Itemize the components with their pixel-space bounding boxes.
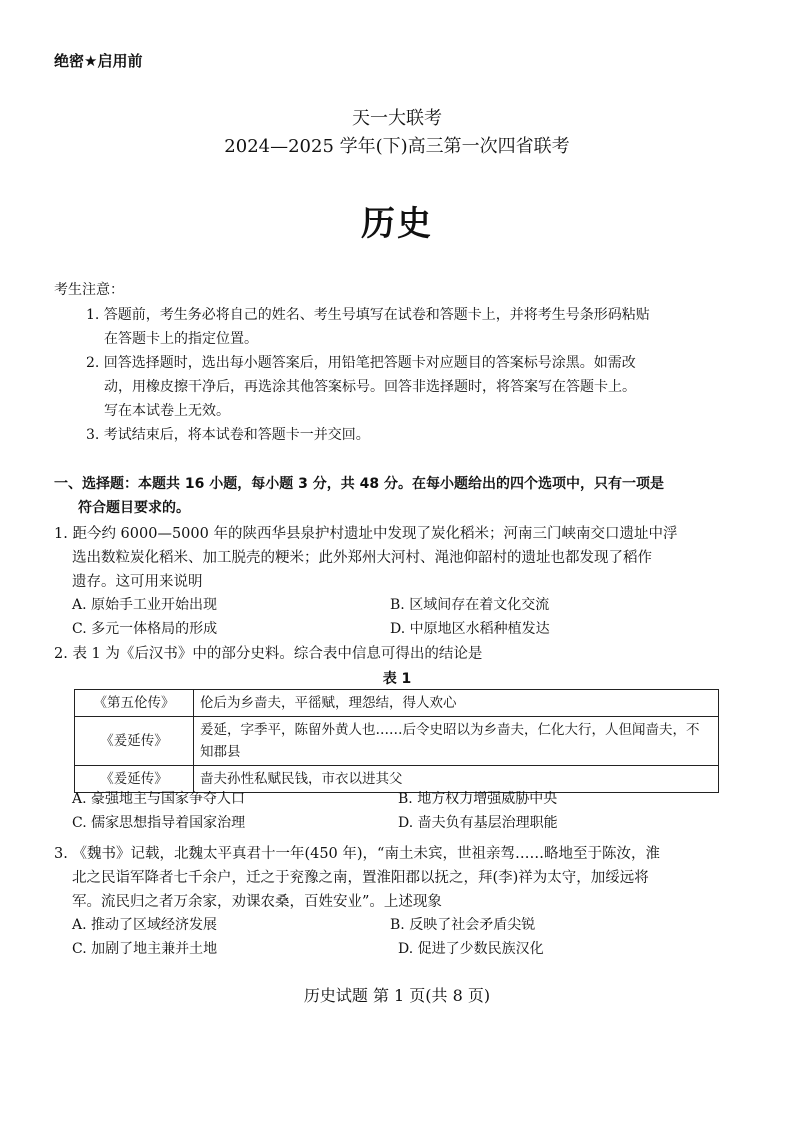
table-caption: 表 1 bbox=[382, 671, 412, 687]
question-1-text: 1. 距今约 6000—5000 年的陕西华县泉护村遗址中发现了炭化稻米；河南三门峡南交口遗址中浮 bbox=[54, 526, 678, 542]
notice-title: 考生注意： bbox=[54, 282, 124, 298]
question-1-option-d: D. 中原地区水稻种植发达 bbox=[390, 621, 550, 637]
organizer-title: 天一大联考 bbox=[352, 108, 442, 129]
notice-line: 写在本试卷上无效。 bbox=[104, 403, 230, 419]
question-2-option-a: A. 豪强地主与国家争夺人口 bbox=[72, 791, 246, 807]
subject-title: 历史 bbox=[361, 204, 433, 244]
question-2-option-c: C. 儒家思想指导着国家治理 bbox=[72, 815, 246, 831]
table-cell-content: 伦后为乡啬夫，平徭赋，理怨结，得人欢心 bbox=[194, 690, 719, 717]
table-cell-source: 《第五伦传》 bbox=[75, 690, 194, 717]
question-1-option-c: C. 多元一体格局的形成 bbox=[72, 621, 218, 637]
question-2-option-b: B. 地方权力增强威胁中央 bbox=[398, 791, 558, 807]
question-2-text: 2. 表 1 为《后汉书》中的部分史料。综合表中信息可得出的结论是 bbox=[54, 646, 483, 662]
question-1-option-b: B. 区域间存在着文化交流 bbox=[390, 597, 550, 613]
notice-line: 1. 答题前，考生务必将自己的姓名、考生号填写在试卷和答题卡上，并将考生号条形码粘贴 bbox=[86, 307, 650, 323]
table-row bbox=[75, 717, 719, 766]
table-cell-content: 爰延，字季平，陈留外黄人也……后令史昭以为乡啬夫，仁化大行，人但闻啬夫，不知郡县 bbox=[194, 717, 719, 766]
table-row bbox=[75, 690, 719, 717]
question-3-option-a: A. 推动了区域经济发展 bbox=[72, 917, 218, 933]
question-2-option-d: D. 啬夫负有基层治理职能 bbox=[398, 815, 558, 831]
section-heading-cont: 符合题目要求的。 bbox=[78, 500, 190, 516]
table-cell-source: 《爰延传》 bbox=[75, 717, 194, 766]
question-3-option-b: B. 反映了社会矛盾尖锐 bbox=[390, 917, 536, 933]
history-source-table bbox=[74, 689, 719, 793]
notice-line: 动，用橡皮擦干净后，再选涂其他答案标号。回答非选择题时，将答案写在答题卡上。 bbox=[104, 379, 636, 395]
notice-line: 2. 回答选择题时，选出每小题答案后，用铅笔把答题卡对应题目的答案标号涂黑。如需改 bbox=[86, 355, 636, 371]
question-1-text: 选出数粒炭化稻米、加工脱壳的粳米；此外郑州大河村、渑池仰韶村的遗址也都发现了稻作 bbox=[72, 550, 652, 566]
question-1-text: 遗存。这可用来说明 bbox=[72, 574, 203, 590]
question-3-text: 北之民诣军降者七千余户，迁之于兖豫之南，置淮阳郡以抚之，拜(李)祥为太守，加绥远将 bbox=[72, 870, 649, 886]
question-3-text: 军。流民归之者万余家，劝课农桑，百姓安业”。上述现象 bbox=[72, 894, 442, 910]
exam-title: 2024—2025 学年(下)高三第一次四省联考 bbox=[224, 136, 570, 157]
question-3-option-c: C. 加剧了地主兼并土地 bbox=[72, 941, 218, 957]
table-cell-content: 啬夫孙性私赋民钱，市衣以进其父 bbox=[194, 766, 719, 793]
notice-line: 在答题卡上的指定位置。 bbox=[104, 331, 258, 347]
confidential-label: 绝密★启用前 bbox=[54, 52, 143, 70]
section-heading: 一、选择题：本题共 16 小题，每小题 3 分，共 48 分。在每小题给出的四个选项中，只有一项是 bbox=[54, 476, 664, 492]
table-cell-source: 《爰延传》 bbox=[75, 766, 194, 793]
notice-line: 3. 考试结束后，将本试卷和答题卡一并交回。 bbox=[86, 427, 370, 443]
question-3-option-d: D. 促进了少数民族汉化 bbox=[398, 941, 544, 957]
question-3-text: 3. 《魏书》记载，北魏太平真君十一年(450 年)，“南土未宾，世祖亲驾……略地至于陈汝，淮 bbox=[54, 846, 660, 862]
page-footer: 历史试题 第 1 页(共 8 页) bbox=[303, 986, 491, 1005]
question-1-option-a: A. 原始手工业开始出现 bbox=[72, 597, 218, 613]
